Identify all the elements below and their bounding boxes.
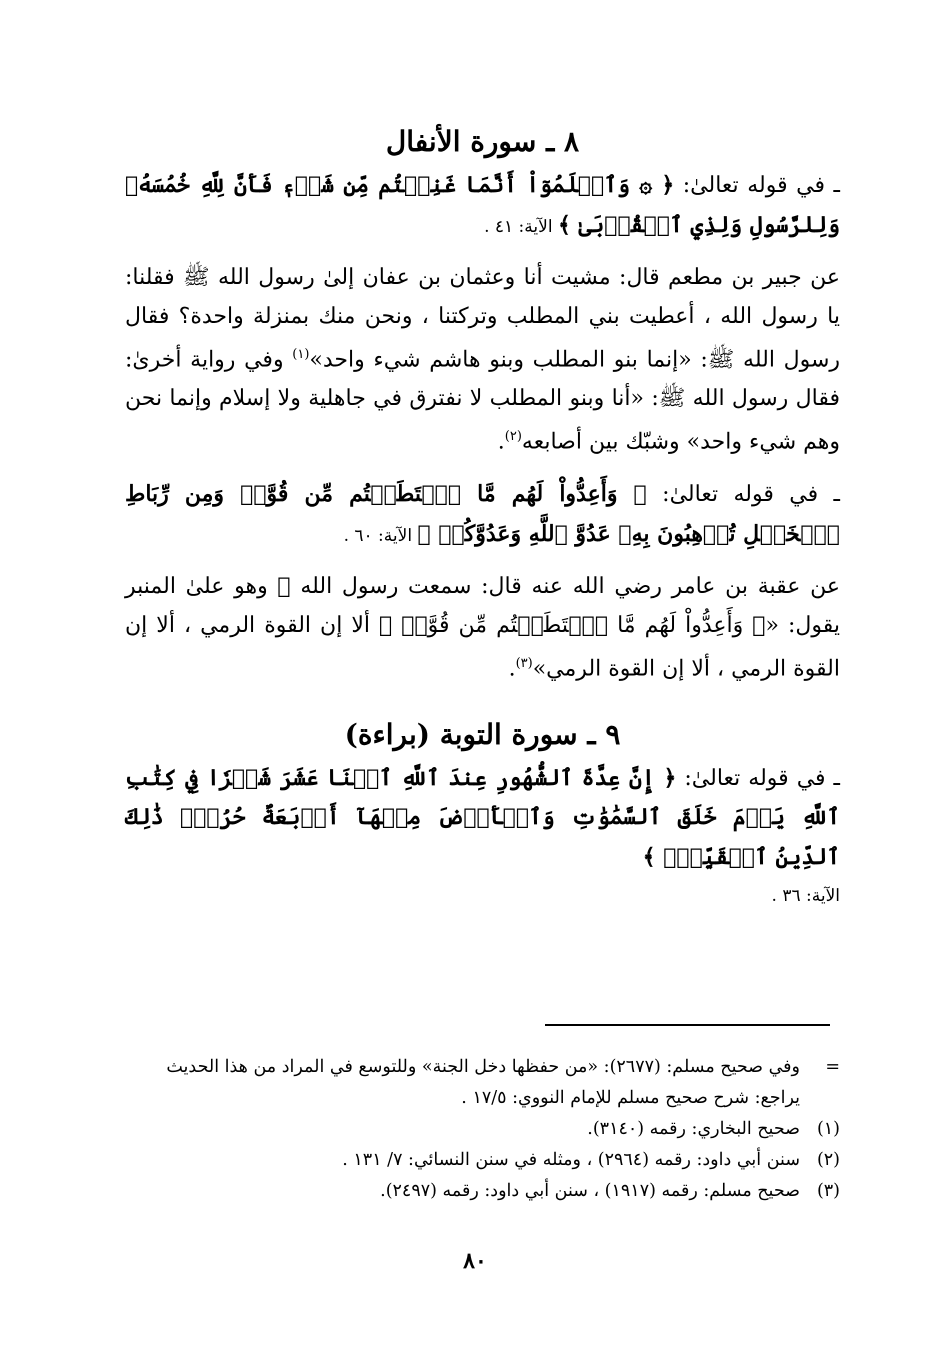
hadith-text: عن عقبة بن عامر رضي الله عنه قال: سمعت رسول الله ﷺ وهو علىٰ المنبر يقول: «﴿ وَأَعِدُّواْ لَهُم مَّا ٱسۡتَطَعۡتُم مِّن قُوَّةٖ ﴾ ألا إن القوة الرمي ، ألا إن القوة الرمي ، ألا إن القوة الرمي» [125, 574, 840, 682]
footnote-ref: (٣) [515, 656, 533, 672]
hadith-text: عن جبير بن مطعم قال: مشيت أنا وعثمان بن عفان إلىٰ رسول الله ﷺ فقلنا: يا رسول الله ، أعطيت بني المطلب وتركتنا ، ونحن منك بمنزلة واحدة؟ فقال رسول الله ﷺ: «إنما بنو المطلب وبنو هاشم شيء واحد» [125, 265, 841, 373]
footnote-item [125, 1176, 840, 1207]
footnote-number: = [825, 1057, 840, 1077]
footnotes [125, 1052, 840, 1207]
footnote-number: (٢) [816, 1150, 840, 1170]
footnote-ref: (٢) [504, 429, 522, 445]
page-number: ٨٠ [463, 1248, 487, 1274]
ayah-ref: الآية: ٤١ . [484, 216, 558, 237]
verse-paragraph [125, 475, 840, 555]
quran-verse: ﴿ ۞ وَٱعۡلَمُوٓاْ أَنَّمَا غَنِمۡتُم مِّن شَيۡءٖ فَأَنَّ لِلَّهِ خُمُسَهُۥ وَلِلرَّسُولِ وَلِذِي ٱلۡقُرۡبَىٰ ﴾ [125, 172, 840, 238]
verse-paragraph [125, 166, 840, 246]
footnote-item [125, 1114, 840, 1145]
footnote-text: صحيح مسلم: رقمه (١٩١٧) ، سنن أبي داود: رقمه (٢٤٩٧). [380, 1181, 800, 1201]
footnote-text: وفي صحيح مسلم: (٢٦٧٧): «من حفظها دخل الجنة» وللتوسع في المراد من هذا الحديث يراجع: شرح صحيح مسلم للإمام النووي: ١٧/٥ . [166, 1057, 800, 1108]
verse-paragraph [125, 759, 840, 878]
footnote-ref: (١) [292, 347, 310, 362]
footnote-item [125, 1052, 840, 1114]
quran-verse: ﴿ وَأَعِدُّواْ لَهُم مَّا ٱسۡتَطَعۡتُم مِّن قُوَّةٖ وَمِن رِّبَاطِ ٱلۡخَيۡلِ تُرۡهِبُونَ بِهِۦ عَدُوَّ ٱللَّهِ وَعَدُوَّكُمۡ ﴾ [125, 481, 840, 547]
verse-intro: ـ في قوله تعالىٰ: [676, 765, 841, 791]
surah-heading-tawbah: ٩ ـ سورة التوبة (براءة) [344, 717, 621, 751]
ayah-ref: الآية: ٣٦ . [771, 886, 840, 907]
footnote-item [125, 1145, 840, 1176]
hadith-paragraph [125, 568, 840, 689]
ayah-ref: الآية: ٦٠ . [343, 525, 418, 546]
surah-heading-anfal: ٨ ـ سورة الأنفال [385, 125, 580, 158]
hadith-text: وفي رواية أخرىٰ: فقال رسول الله ﷺ: «أنا وبنو المطلب لا نفترق في جاهلية ولا إسلام وإنما نحن وهم شيء واحد» وشبّك بين أصابعه [125, 347, 840, 455]
footnote-number: (١) [816, 1119, 840, 1139]
verse-intro: ـ في قوله تعالىٰ: [646, 482, 840, 508]
quran-verse: ﴿ إِنَّ عِدَّةَ ٱلشُّهُورِ عِندَ ٱللَّهِ ٱثۡنَا عَشَرَ شَهۡرٗا فِي كِتَٰبِ ٱللَّهِ يَوۡمَ خَلَقَ ٱلسَّمَٰوَٰتِ وَٱلۡأَرۡضَ مِنۡهَآ أَرۡبَعَةٌ حُرُمٞۚ ذَٰلِكَ ٱلدِّينُ ٱلۡقَيِّمُۚ ﴾ [125, 764, 840, 870]
hadith-text: . [508, 656, 516, 682]
verse-intro: ـ في قوله تعالىٰ: [674, 173, 840, 198]
page-body [125, 118, 840, 916]
hadith-paragraph [125, 259, 840, 462]
hadith-text: . [497, 429, 505, 455]
footnote-number: (٣) [816, 1181, 840, 1201]
footnote-text: سنن أبي داود: رقمه (٢٩٦٤) ، ومثله في سنن النسائي: ٧/ ١٣١ . [342, 1150, 800, 1170]
footnote-divider [545, 1024, 830, 1026]
footnote-text: صحيح البخاري: رقمه (٣١٤٠). [587, 1119, 800, 1139]
